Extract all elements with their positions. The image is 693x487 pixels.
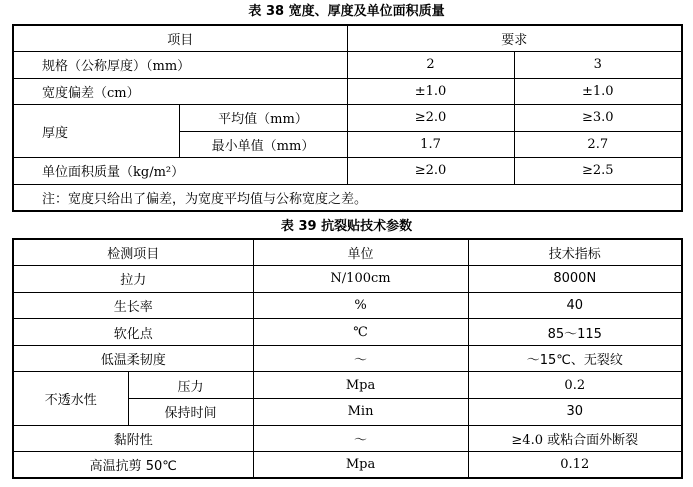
table-row — [13, 292, 682, 319]
table-row — [13, 425, 682, 452]
table-row — [13, 105, 682, 132]
impermeable-label: 不透水性 — [13, 372, 128, 425]
row-spec: ≥4.0 或粘合面外断裂 — [468, 425, 682, 452]
row-unit: Mpa — [253, 372, 468, 399]
header-unit: 单位 — [253, 239, 468, 266]
thickness-label: 厚度 — [13, 105, 179, 158]
table-39-caption: 表 39 抗裂贴技术参数 — [280, 219, 413, 234]
row-unit: ℃ — [253, 319, 468, 346]
row-unit: Mpa — [253, 452, 468, 479]
table-38-caption: 表 38 宽度、厚度及单位面积质量 — [248, 4, 445, 19]
row-spec: 85～115 — [468, 319, 682, 346]
mass-value-1: ≥2.0 — [347, 158, 514, 185]
table-row — [13, 372, 682, 399]
table-row — [13, 52, 682, 79]
width-label: 宽度偏差（cm） — [13, 78, 347, 105]
row-spec: 0.2 — [468, 372, 682, 399]
width-value-1: ±1.0 — [347, 78, 514, 105]
spec-value-1: 2 — [347, 52, 514, 79]
row-spec: 30 — [468, 399, 682, 426]
thickness-avg-value-2: ≥3.0 — [514, 105, 682, 132]
thickness-min-value-1: 1.7 — [347, 131, 514, 158]
thickness-min-label: 最小单值（mm） — [179, 131, 347, 158]
row-sub-item: 压力 — [128, 372, 253, 399]
row-item: 低温柔韧度 — [13, 345, 253, 372]
spec-value-2: 3 — [514, 52, 682, 79]
header-item: 项目 — [13, 25, 347, 52]
mass-label: 单位面积质量（kg/m²） — [13, 158, 347, 185]
table-39 — [12, 238, 683, 479]
thickness-avg-value-1: ≥2.0 — [347, 105, 514, 132]
mass-value-2: ≥2.5 — [514, 158, 682, 185]
row-unit: % — [253, 292, 468, 319]
row-item: 生长率 — [13, 292, 253, 319]
row-spec: 40 — [468, 292, 682, 319]
table-row — [13, 319, 682, 346]
thickness-avg-label: 平均值（mm） — [179, 105, 347, 132]
row-item: 高温抗剪 50℃ — [13, 452, 253, 479]
row-unit: ～ — [253, 345, 468, 372]
row-sub-item: 保持时间 — [128, 399, 253, 426]
row-unit: N/100cm — [253, 266, 468, 293]
table-38 — [12, 24, 683, 212]
row-item: 软化点 — [13, 319, 253, 346]
row-spec: 0.12 — [468, 452, 682, 479]
table-row — [13, 158, 682, 185]
header-requirement: 要求 — [347, 25, 682, 52]
table-row — [13, 266, 682, 293]
table-row — [13, 452, 682, 479]
table-row — [13, 345, 682, 372]
header-test-item: 检测项目 — [13, 239, 253, 266]
thickness-min-value-2: 2.7 — [514, 131, 682, 158]
table-38-note: 注：宽度只给出了偏差，为宽度平均值与公称宽度之差。 — [13, 184, 682, 211]
header-spec: 技术指标 — [468, 239, 682, 266]
row-item: 黏附性 — [13, 425, 253, 452]
row-unit: Min — [253, 399, 468, 426]
row-unit: ～ — [253, 425, 468, 452]
table-row — [13, 78, 682, 105]
row-spec: ～15℃、无裂纹 — [468, 345, 682, 372]
spec-label: 规格（公称厚度）（mm） — [13, 52, 347, 79]
width-value-2: ±1.0 — [514, 78, 682, 105]
row-item: 拉力 — [13, 266, 253, 293]
row-spec: 8000N — [468, 266, 682, 293]
